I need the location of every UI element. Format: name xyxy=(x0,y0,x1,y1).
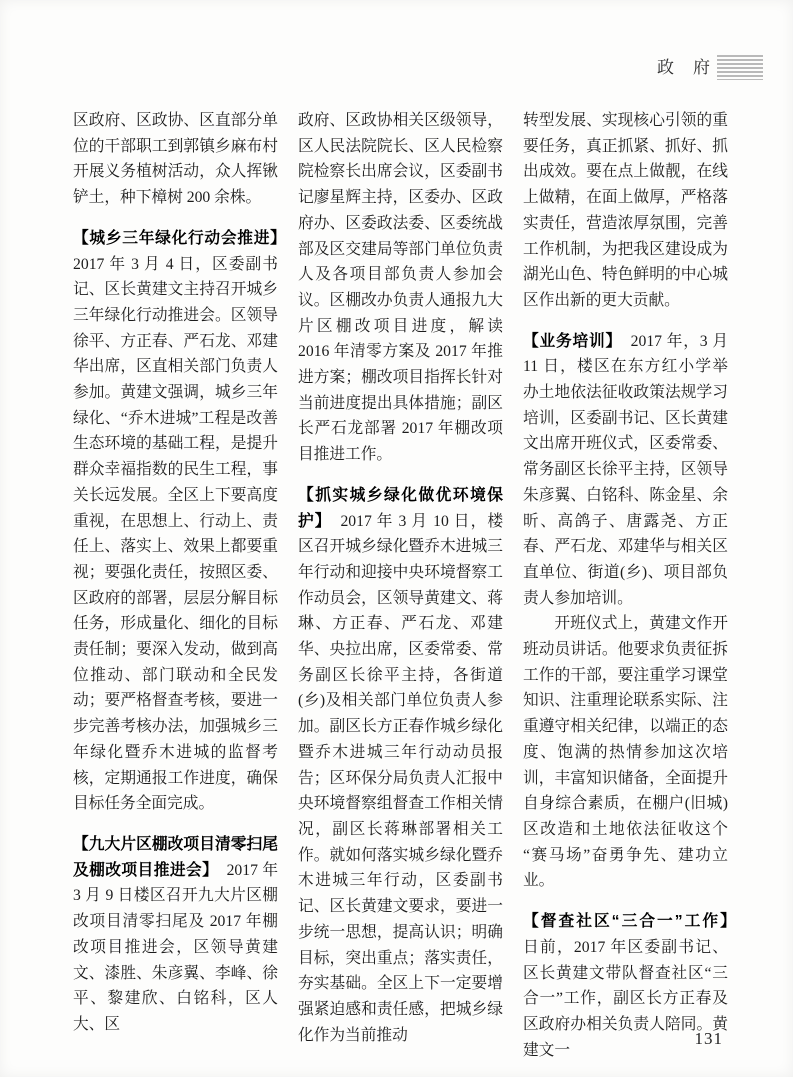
entry-heading: 【督查社区“三合一”工作】 xyxy=(523,913,728,931)
entry-text: 政府、区政协相关区级领导，区人民法院院长、区人民检察院检察长出席会议，区委副书记廖星辉主持，区委办、区政府办、区委政法委、区委统战部及区交建局等部门单位负责人及各项目部负责人参加会议。区棚改办负责人通报九大片区棚改项目进度，解读 2016 年清零方案及 2017 年推进方案；棚改项目指挥长针对当前进度提出具体措施；副区长严石龙部署 2017 年棚改项目推进工作。 xyxy=(298,112,503,464)
body-paragraph xyxy=(298,108,503,468)
entry-text: 2017 年，3 月 11 日，楼区在东方红小学举办土地依法征收政策法规学习培训，区委副书记、区长黄建文出席开班仪式，区委常委、常务副区长徐平主持，区领导朱彦翼、白铭科、陈金星、余昕、高鸽子、唐露尧、方正春、严石龙、邓建华与相关区直单位、街道(乡)、项目部负责人参加培训。 xyxy=(523,332,729,607)
running-head-section-title: 政 府 xyxy=(657,58,711,77)
yearbook-entry xyxy=(523,329,728,612)
text-column-2 xyxy=(298,108,503,1063)
entry-text: 2017 年 3 月 9 日楼区召开九大片区棚改项目清零扫尾及 2017 年棚改项目推进会，区领导黄建文、漆胜、朱彦翼、李峰、徐平、黎建欣、白铭科，区人大、区 xyxy=(73,861,278,1033)
entry-text: 区政府、区政协、区直部分单位的干部职工到郭镇乡麻布村开展义务植树活动，众人挥锹铲土，种下樟树 200 余株。 xyxy=(73,112,278,207)
entry-text: 2017 年 3 月 4 日，区委副书记、区长黄建文主持召开城乡三年绿化行动推进会。区领导徐平、方正春、严石龙、邓建华出席，区直相关部门负责人参加。黄建文强调，城乡三年绿化、“乔木进城”工程是改善生态环境的基础工程，是提升群众幸福指数的民生工程，事关长远发展。全区上下要高度重视，在思想上、行动上、责任上、落实上、效果上都要重视；要强化责任，按照区委、区政府的部署，层层分解目标任务，形成量化、细化的目标责任制；要深入发动，做到高位推动、部门联动和全民发动；要严格督查考核，要进一步完善考核办法，加强城乡三年绿化暨乔木进城的监督考核，定期通报工作进度，确保目标任务全面完成。 xyxy=(73,255,278,813)
entry-text: 开班仪式上，黄建文作开班动员讲话。他要求负责征拆工作的干部，要注重学习课堂知识、注重理论联系实际、注重遵守相关纪律，以端正的态度、饱满的热情参加这次培训，丰富知识储备，全面提升自身综合素质，在棚户(旧城)区改造和土地依法征收这个“赛马场”奋勇争先、建功立业。 xyxy=(523,615,728,890)
text-column-3 xyxy=(523,108,728,1063)
entry-text: 2017 年 3 月 10 日，楼区召开城乡绿化暨乔木进城三年行动和迎接中央环境督察工作动员会，区领导黄建文、蒋琳、方正春、严石龙、邓建华、央拉出席，区委常委、常务副区长徐平主持，各街道(乡)及相关部门单位负责人参加。副区长方正春作城乡绿化暨乔木进城三年行动动员报告；区环保分局负责人汇报中央环境督察组督查工作相关情况，副区长蒋琳部署相关工作。就如何落实城乡绿化暨乔木进城三年行动，区委副书记、区长黄建文要求，要进一步统一思想，提高认识；明确目标，突出重点；落实责任，夯实基础。全区上下一定要增强紧迫感和责任感，把城乡绿化作为当前推动 xyxy=(298,512,504,1044)
body-paragraph xyxy=(523,108,728,314)
entry-heading: 【抓实城乡绿化做优环境保护】 xyxy=(298,486,503,530)
page-number: 131 xyxy=(694,1029,723,1048)
entry-text: 日前，2017 年区委副书记、区长黄建文带队督查社区“三合一”工作，副区长方正春及区政府办相关负责人陪同。黄建文一 xyxy=(523,938,728,1059)
entry-heading: 【城乡三年绿化行动会推进】 xyxy=(73,229,278,247)
entry-heading: 【九大片区棚改项目清零扫尾及棚改项目推进会】 xyxy=(73,835,278,879)
body-paragraph xyxy=(73,108,278,211)
text-column-1 xyxy=(73,108,278,1063)
entry-text: 转型发展、实现核心引领的重要任务，真正抓紧、抓好、抓出成效。要在点上做靓，在线上做精，在面上做厚，严格落实责任，营造浓厚氛围，完善工作机制，为把我区建设成为湖光山色、特色鲜明的中心城区作出新的更大贡献。 xyxy=(523,112,728,309)
text-columns xyxy=(73,108,728,1063)
yearbook-entry xyxy=(73,832,278,1038)
horizontal-lines-icon xyxy=(717,55,763,80)
yearbook-entry xyxy=(298,483,503,1048)
entry-heading: 【业务培训】 xyxy=(523,332,615,350)
body-paragraph xyxy=(523,611,728,894)
yearbook-entry xyxy=(73,226,278,817)
